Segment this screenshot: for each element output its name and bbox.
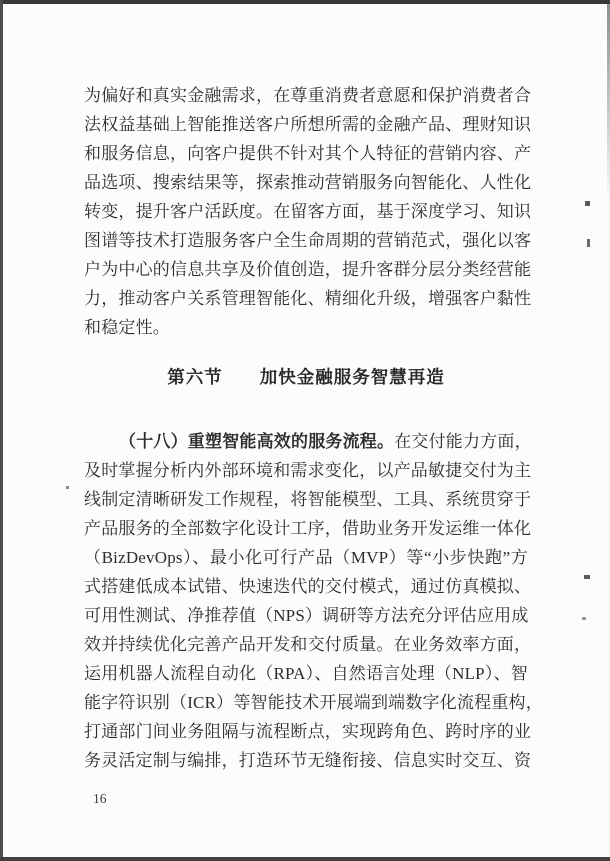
paragraph-lead-bold: （十八）重塑智能高效的服务流程。 (119, 432, 395, 451)
section-heading: 第六节 加快金融服务智慧再造 (167, 367, 445, 387)
text-line: 品选项、搜索结果等，探索推动营销服务向智能化、人性化 (84, 173, 532, 192)
scan-edge-top (0, 0, 610, 4)
text-line: 法权益基础上智能推送客户所想所需的金融产品、理财知识 (84, 115, 532, 134)
text-line: 线制定清晰研发工作规程，将智能模型、工具、系统贯穿于 (84, 490, 532, 509)
text-line: 转变，提升客户活跃度。在留客方面，基于深度学习、知识 (84, 202, 532, 221)
text-line: 产品服务的全部数字化设计工序，借助业务开发运维一体化 (84, 519, 532, 538)
text-line: （BizDevOps）、最小化可行产品（MVP）等“小步快跑”方 (84, 548, 528, 567)
text-line: 户为中心的信息共享及价值创造，提升客群分层分类经营能 (84, 260, 532, 279)
text-line: 和稳定性。 (84, 318, 170, 337)
text-line: 图谱等技术打造服务客户全生命周期的营销范式，强化以客 (84, 231, 532, 250)
text-line: 式搭建低成本试错、快速迭代的交付模式，通过仿真模拟、 (84, 577, 532, 596)
scan-edge-left (0, 0, 3, 861)
text-line: 务灵活定制与编排，打造环节无缝衔接、信息实时交互、资 (84, 751, 532, 770)
scan-speck (66, 486, 69, 489)
scan-edge-bottom (0, 857, 610, 861)
text-line: 效并持续优化完善产品开发和交付质量。在业务效率方面， (84, 635, 532, 654)
page-number: 16 (93, 791, 107, 806)
body-paragraph-2 (84, 427, 543, 775)
text-line: 力，推动客户关系管理智能化、精细化升级，增强客户黏性 (84, 289, 532, 308)
scan-speck (582, 617, 586, 620)
scan-speck (587, 239, 590, 247)
text-line: 打通部门间业务阻隔与流程断点，实现跨角色、跨时序的业 (84, 722, 532, 741)
text-line: 能字符识别（ICR）等智能技术开展端到端数字化流程重构， (84, 693, 543, 712)
body-paragraph-1 (84, 81, 532, 342)
paragraph-lead-rest: 在交付能力方面， (394, 432, 532, 451)
text-line: 及时掌握分析内外部环境和需求变化，以产品敏捷交付为主 (84, 461, 532, 480)
text-line (84, 427, 532, 456)
text-line: 运用机器人流程自动化（RPA）、自然语言处理（NLP）、智 (84, 664, 528, 683)
text-line: 为偏好和真实金融需求，在尊重消费者意愿和保护消费者合 (84, 86, 532, 105)
text-line: 可用性测试、净推荐值（NPS）调研等方法充分评估应用成 (84, 606, 529, 625)
scan-speck (584, 575, 590, 579)
scan-speck (585, 201, 590, 206)
text-line: 和服务信息，向客户提供不针对其个人特征的营销内容、产 (84, 144, 532, 163)
